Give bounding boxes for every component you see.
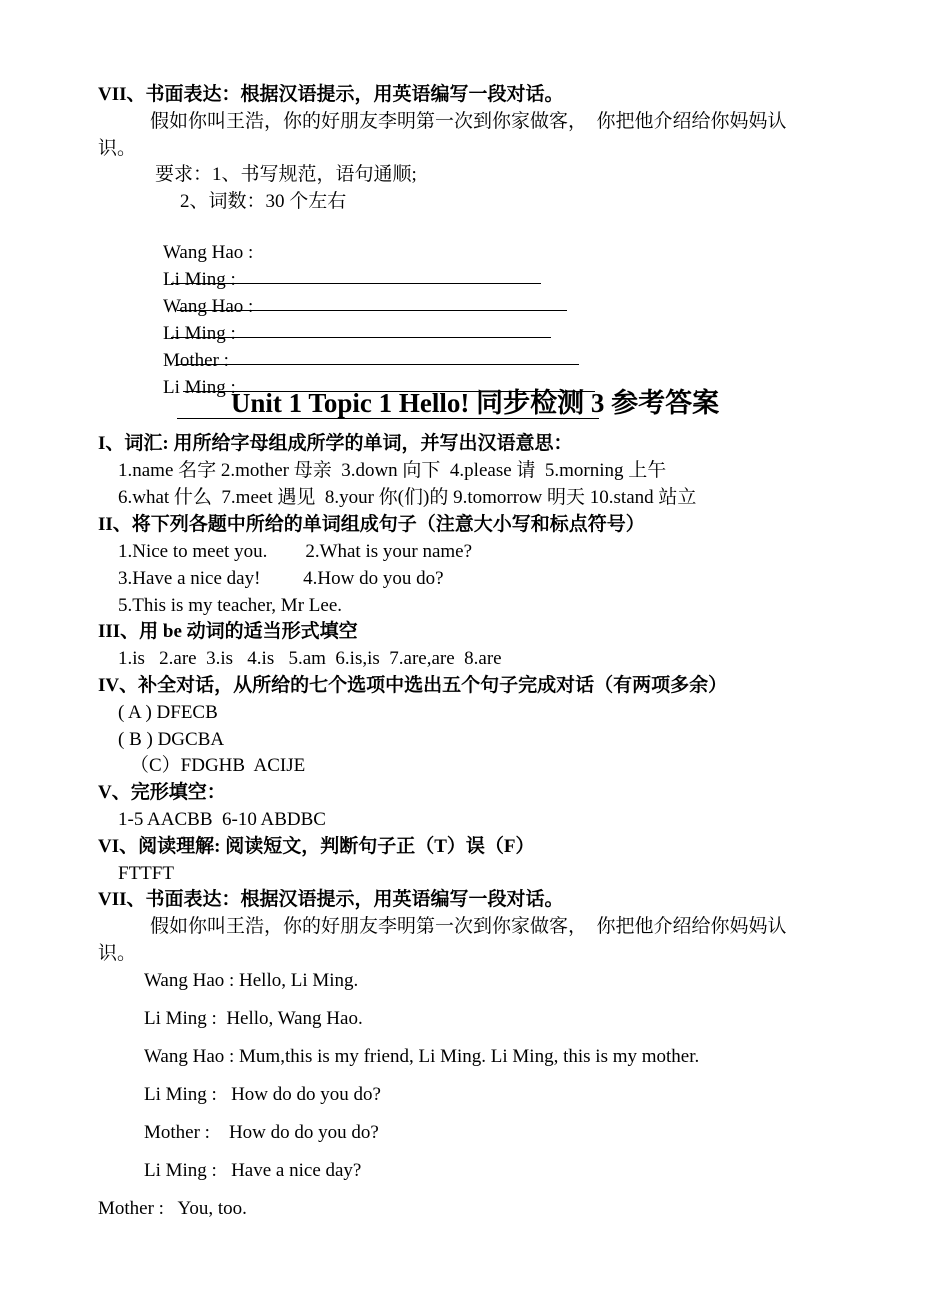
answer-section-3-heading: III、用 be 动词的适当形式填空: [98, 621, 358, 642]
answer-key-title: Unit 1 Topic 1 Hello! 同步检测 3 参考答案: [230, 388, 720, 418]
answer-section-4-line-1: ( A ) DFECB: [118, 702, 218, 723]
answer-section-5-line-1: 1-5 AACBB 6-10 ABDBC: [118, 809, 326, 830]
answer-dialog-line: Wang Hao : Mum,this is my friend, Li Ming. Li Ming, this is my mother.: [144, 1046, 700, 1067]
answer-dialog-line: Wang Hao : Hello, Li Ming.: [144, 970, 359, 991]
answer-dialog-line: Li Ming : Hello, Wang Hao.: [144, 1008, 363, 1029]
exam-prompt-line-1: 假如你叫王浩，你的好朋友李明第一次到你家做客， 你把他介绍给你妈妈认: [150, 111, 787, 132]
answer-dialog-line: Li Ming : How do do you do?: [144, 1084, 381, 1105]
exam-requirement-1: 要求：1、书写规范，语句通顺;: [155, 164, 417, 185]
answer-section-1-heading: I、词汇: 用所给字母组成所学的单词，并写出汉语意思：: [98, 433, 573, 454]
dialog-speaker: Li Ming :: [163, 269, 236, 290]
dialog-speaker: Wang Hao :: [163, 242, 254, 263]
answer-section-2-line-1: 1.Nice to meet you. 2.What is your name?: [118, 541, 473, 562]
answer-section-6-heading: VI、阅读理解: 阅读短文，判断句子正（T）误（F）: [98, 836, 535, 857]
answer-section-2-line-3: 5.This is my teacher, Mr Lee.: [118, 595, 343, 616]
answer-section-1-line-1: 1.name 名字 2.mother 母亲 3.down 向下 4.please 请 5.morning 上午: [118, 460, 667, 481]
answer-section-3-line-1: 1.is 2.are 3.is 4.is 5.am 6.is,is 7.are,are 8.are: [118, 648, 502, 669]
exam-section-7-heading: VII、书面表达：根据汉语提示，用英语编写一段对话。: [98, 84, 564, 105]
answer-dialog-line: Li Ming : Have a nice day?: [144, 1160, 362, 1181]
answer-section-7-heading: VII、书面表达：根据汉语提示，用英语编写一段对话。: [98, 889, 564, 910]
answer-section-5-heading: V、完形填空：: [98, 782, 226, 803]
answer-section-4-line-2: ( B ) DGCBA: [118, 729, 225, 750]
exam-requirement-2: 2、词数：30 个左右: [180, 191, 347, 212]
answer-section-1-line-2: 6.what 什么 7.meet 遇见 8.your 你(们)的 9.tomorrow 明天 10.stand 站立: [118, 487, 697, 508]
answer-dialog-line: Mother : You, too.: [98, 1198, 247, 1219]
answer-section-7-prompt-1: 假如你叫王浩，你的好朋友李明第一次到你家做客， 你把他介绍给你妈妈认: [150, 916, 787, 937]
answer-section-4-heading: IV、补全对话，从所给的七个选项中选出五个句子完成对话（有两项多余）: [98, 675, 728, 696]
answer-section-2-heading: II、将下列各题中所给的单词组成句子（注意大小写和标点符号）: [98, 514, 645, 535]
exam-prompt-line-2: 识。: [98, 138, 137, 159]
answer-section-7-prompt-2: 识。: [98, 943, 137, 964]
dialog-speaker: Mother :: [163, 350, 229, 371]
dialog-speaker: Li Ming :: [163, 323, 236, 344]
dialog-speaker: Li Ming :: [163, 377, 236, 398]
answer-section-4-line-3: （C）FDGHB ACIJE: [130, 755, 306, 776]
answer-section-2-line-2: 3.Have a nice day! 4.How do you do?: [118, 568, 444, 589]
answer-dialog-line: Mother : How do do you do?: [144, 1122, 379, 1143]
answer-section-6-line-1: FTTFT: [118, 863, 174, 884]
dialog-speaker: Wang Hao :: [163, 296, 254, 317]
